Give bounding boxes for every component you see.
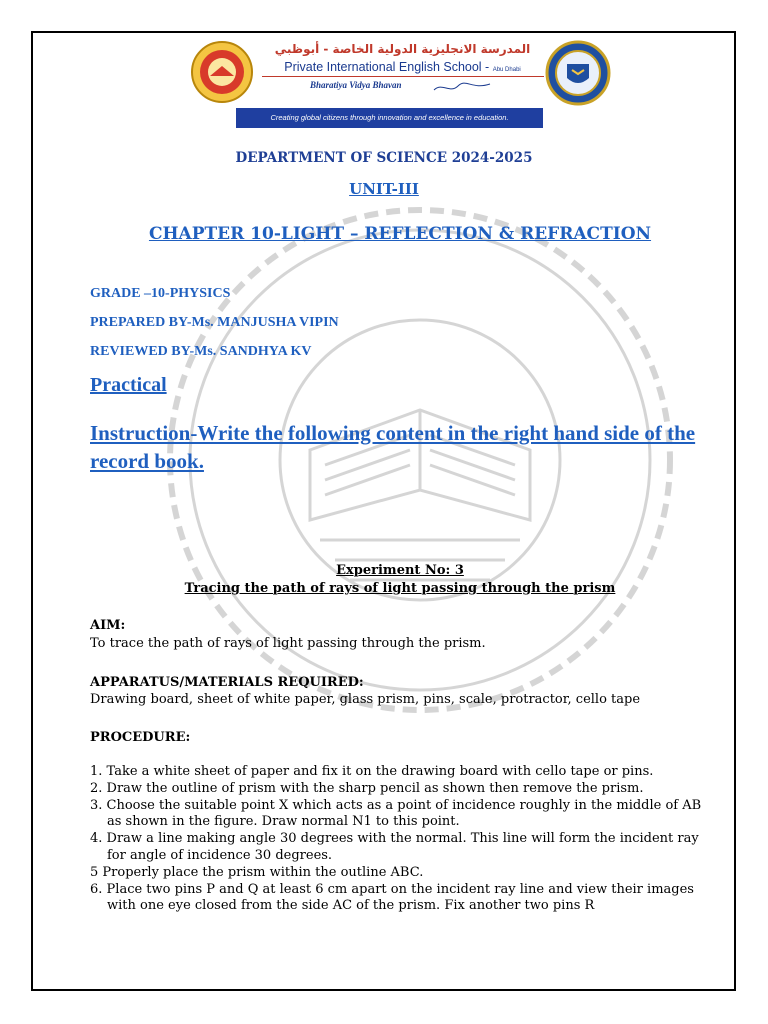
experiment-number: Experiment No: 3 (336, 563, 464, 578)
section-heading: Practical (90, 374, 167, 396)
school-name-english: Private International English School - Abu Dhabi (284, 60, 521, 74)
procedure-steps (90, 764, 710, 915)
procedure-step: 4. Draw a line making angle 30 degrees with the normal. This line will form the incident ray for angle of incidence 30 degrees. (90, 831, 699, 863)
experiment-title: Tracing the path of rays of light passing through the prism (184, 581, 616, 596)
instruction-text: Instruction-Write the following content in the right hand side of the record book. (90, 421, 696, 473)
school-city: Abu Dhabi (492, 67, 521, 73)
aim-heading: AIM: (90, 618, 126, 633)
school-tagline-banner: Creating global citizens through innovation and excellence in education. (236, 108, 543, 128)
procedure-step: 3. Choose the suitable point X which acts as a point of incidence roughly in the middle of AB as shown in the figure. Draw normal N1 to this point. (90, 797, 702, 830)
school-name-arabic: المدرسة الانجليزية الدولية الخاصة - أبوظبي (274, 42, 531, 56)
header-divider (262, 76, 544, 77)
procedure-step: 1. Take a white sheet of paper and fix it on the drawing board with cello tape or pins. (90, 764, 654, 779)
procedure-step: 5 Properly place the prism within the outline ABC. (90, 864, 424, 880)
apparatus-text: Drawing board, sheet of white paper, glass prism, pins, scale, protractor, cello tape (90, 692, 641, 707)
procedure-step: 2. Draw the outline of prism with the sharp pencil as shown then remove the prism. (90, 780, 644, 796)
department-title: DEPARTMENT OF SCIENCE 2024-2025 (235, 150, 533, 166)
unit-title: UNIT-III (349, 180, 419, 198)
signature-mark (432, 80, 492, 94)
grade-label: GRADE –10-PHYSICS (90, 286, 231, 301)
prepared-by: PREPARED BY-Ms. MANJUSHA VIPIN (90, 315, 339, 330)
bharatiya-vidya-bhavan-logo (190, 40, 254, 104)
reviewed-by: REVIEWED BY-Ms. SANDHYA KV (90, 344, 312, 359)
chapter-title: CHAPTER 10-LIGHT – REFLECTION & REFRACTION (148, 224, 652, 244)
procedure-heading: PROCEDURE: (90, 730, 191, 745)
procedure-step: 6. Place two pins P and Q at least 6 cm apart on the incident ray line and view their images with one eye closed from the side AC of the prism. Fix another two pins R (90, 881, 694, 914)
apparatus-heading: APPARATUS/MATERIALS REQUIRED: (90, 675, 364, 690)
school-crest-logo (545, 40, 611, 106)
aim-text: To trace the path of rays of light passing through the prism. (90, 636, 486, 651)
trust-name: Bharatiya Vidya Bhavan (310, 80, 402, 90)
